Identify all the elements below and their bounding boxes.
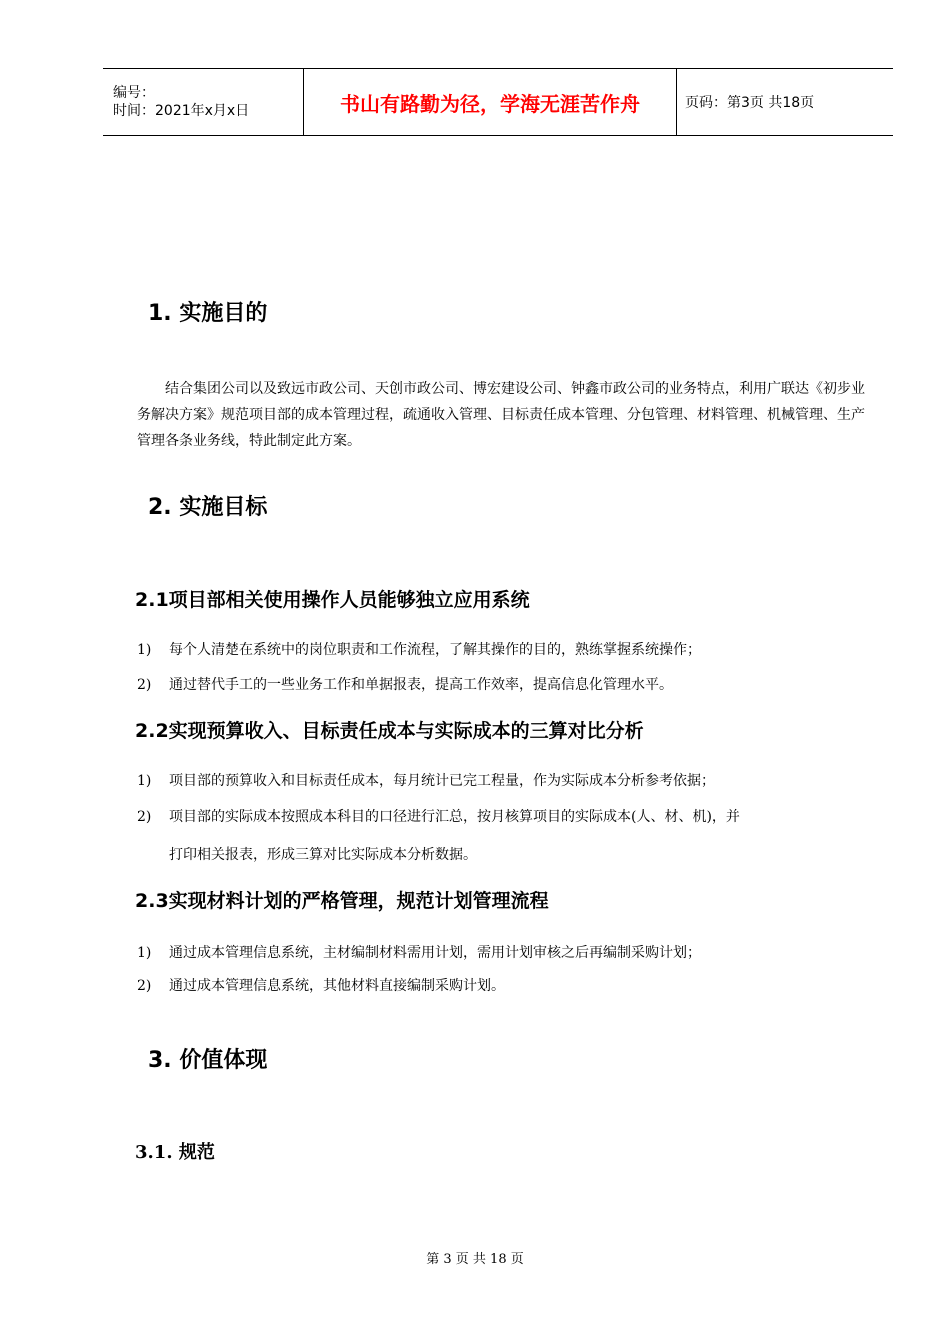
page-header [103,68,893,136]
section-1-paragraph-text: 结合集团公司以及致远市政公司、天创市政公司、博宏建设公司、钟鑫市政公司的业务特点，利用广联达《初步业务解决方案》规范项目部的成本管理过程，疏通收入管理、目标责任成本管理、分包管理、材料管理、机械管理、生产管理各条业务线，特此制定此方案。 [137,381,865,449]
list-item [137,674,673,694]
list-item [137,975,505,995]
list-item [137,942,701,962]
time-label: 时间：2021年x月x日 [113,103,250,119]
list-item-text: 每个人清楚在系统中的岗位职责和工作流程，了解其操作的目的，熟练掌握系统操作； [169,642,701,658]
section-3-1-heading: 3.1. 规范 [135,1142,215,1163]
header-meta [103,69,304,135]
list-item [137,806,740,826]
list-item-text: 项目部的预算收入和目标责任成本，每月统计已完工程量，作为实际成本分析参考依据； [169,773,715,789]
list-item-number: 2) [137,809,152,825]
list-item-continuation: 打印相关报表，形成三算对比实际成本分析数据。 [169,847,477,863]
header-motto [304,69,677,135]
list-item-number: 1) [137,945,152,961]
page-footer: 第 3 页 共 18 页 [426,1252,524,1267]
list-item-text: 通过成本管理信息系统，其他材料直接编制采购计划。 [169,978,505,994]
list-item-text: 通过替代手工的一些业务工作和单据报表，提高工作效率，提高信息化管理水平。 [169,677,673,693]
section-2-2-heading: 2.2实现预算收入、目标责任成本与实际成本的三算对比分析 [135,720,644,742]
list-item-text: 通过成本管理信息系统，主材编制材料需用计划，需用计划审核之后再编制采购计划； [169,945,701,961]
section-1-paragraph [137,376,872,454]
page-info-text: 页码：第3页 共18页 [685,95,815,111]
section-3-heading: 3. 价值体现 [148,1048,268,1073]
list-item-number: 1) [137,773,152,789]
list-item [137,639,701,659]
section-2-3-heading: 2.3实现材料计划的严格管理，规范计划管理流程 [135,890,549,912]
code-label: 编号： [113,85,155,101]
list-item-number: 1) [137,642,152,658]
list-item [137,770,715,790]
motto-text: 书山有路勤为径，学海无涯苦作舟 [340,91,640,116]
list-item-number: 2) [137,677,152,693]
list-item-number: 2) [137,978,152,994]
list-item-text: 项目部的实际成本按照成本科目的口径进行汇总，按月核算项目的实际成本(人、材、机)，并 [169,809,740,825]
section-2-1-heading: 2.1项目部相关使用操作人员能够独立应用系统 [135,589,530,611]
header-page-info [677,69,893,135]
section-1-heading: 1. 实施目的 [148,301,268,326]
section-2-heading: 2. 实施目标 [148,495,268,520]
